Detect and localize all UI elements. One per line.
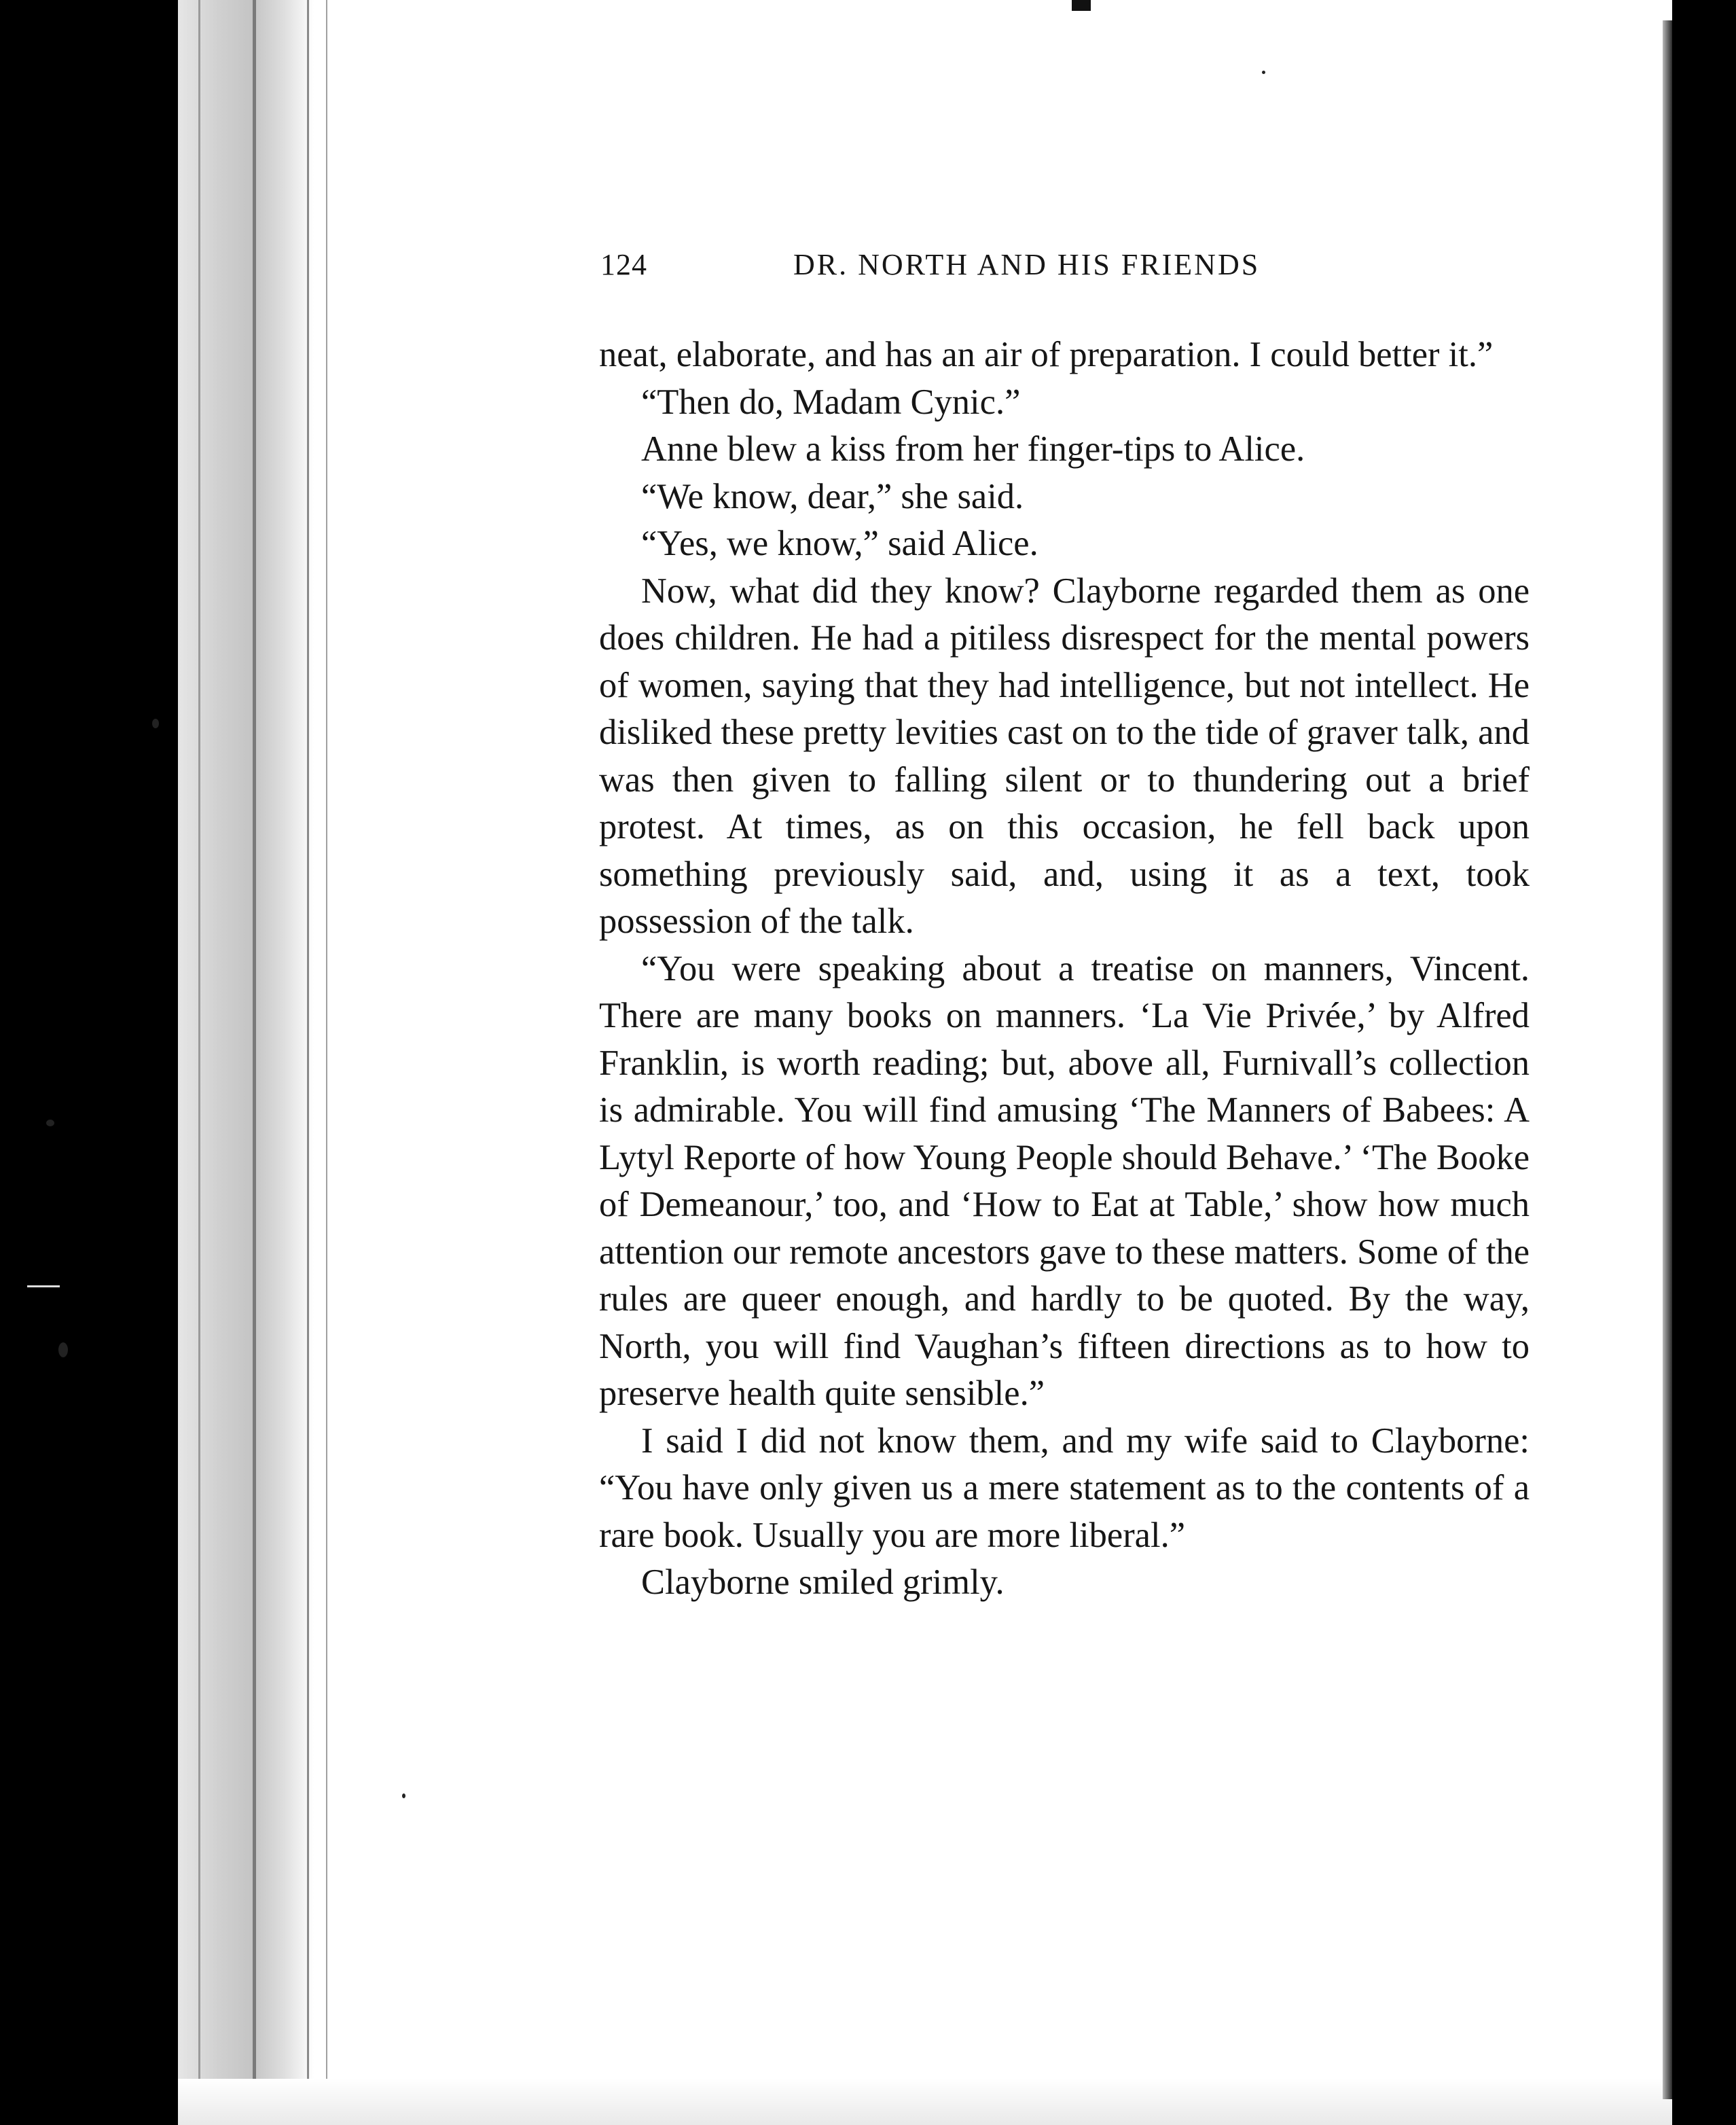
paragraph: Now, what did they know? Clayborne regarded them as one does children. He had a pitiless disrespect for the mental powers of women, saying that they had intelligence, but not intellect. He disliked these pretty levities cast on to the tide of graver talk, and was then given to falling silent or to thundering out a brief protest. At times, as on this occasion, he fell back upon something previously said, and, using it as a text, took possession of the talk.	[599, 571, 1530, 941]
body-text	[599, 332, 1530, 1607]
paragraph: “We know, dear,” she said.	[641, 476, 1024, 516]
scan-background-left	[0, 0, 178, 2125]
paragraph: Anne blew a kiss from her finger-tips to Alice.	[641, 429, 1305, 469]
page-edge-line	[253, 0, 256, 2125]
page-right-edge-shade	[1663, 20, 1672, 2099]
scan-speck	[58, 1342, 68, 1357]
page-bottom-edge	[178, 2079, 1672, 2125]
page-edge-line	[198, 0, 200, 2125]
top-scan-mark	[1072, 0, 1091, 11]
page-edge-line	[307, 0, 309, 2125]
scan-speck	[46, 1120, 54, 1126]
running-head: DR. NORTH AND HIS FRIENDS	[793, 248, 1261, 281]
scan-speck	[152, 719, 159, 728]
scan-speck	[1262, 71, 1265, 74]
paragraph: neat, elaborate, and has an air of preparation. I could better it.”	[599, 335, 1494, 374]
paragraph: “Then do, Madam Cynic.”	[641, 382, 1021, 422]
scan-speck	[402, 1793, 405, 1798]
paragraph: “Yes, we know,” said Alice.	[641, 524, 1038, 563]
page-header	[600, 247, 1339, 288]
paragraph: “You were speaking about a treatise on manners, Vincent. There are many books on manners. ‘La Vie Privée,’ by Alfred Franklin, is worth reading; but, above all, Furnivall’s collection is admirable. You will find amusing ‘The Manners of Babees: A Lytyl Reporte of how Young People should Behave.’ ‘The Booke of Demeanour,’ too, and ‘How to Eat at Table,’ show how much attention our remote ancestors gave to these matters. Some of the rules are queer enough, and hardly to be quoted. By the way, North, you will find Vaughan’s fifteen directions as to how to preserve health quite sensible.”	[599, 948, 1530, 1413]
page-number: 124	[600, 248, 647, 281]
paragraph: Clayborne smiled grimly.	[641, 1562, 1005, 1602]
paragraph: I said I did not know them, and my wife said to Clayborne: “You have only given us a mere statement as to the contents of a rare book. Usually you are more liberal.”	[599, 1421, 1530, 1555]
page-edge-line	[326, 0, 327, 2125]
scan-mark	[27, 1285, 60, 1287]
scan-background-right	[1672, 0, 1736, 2125]
